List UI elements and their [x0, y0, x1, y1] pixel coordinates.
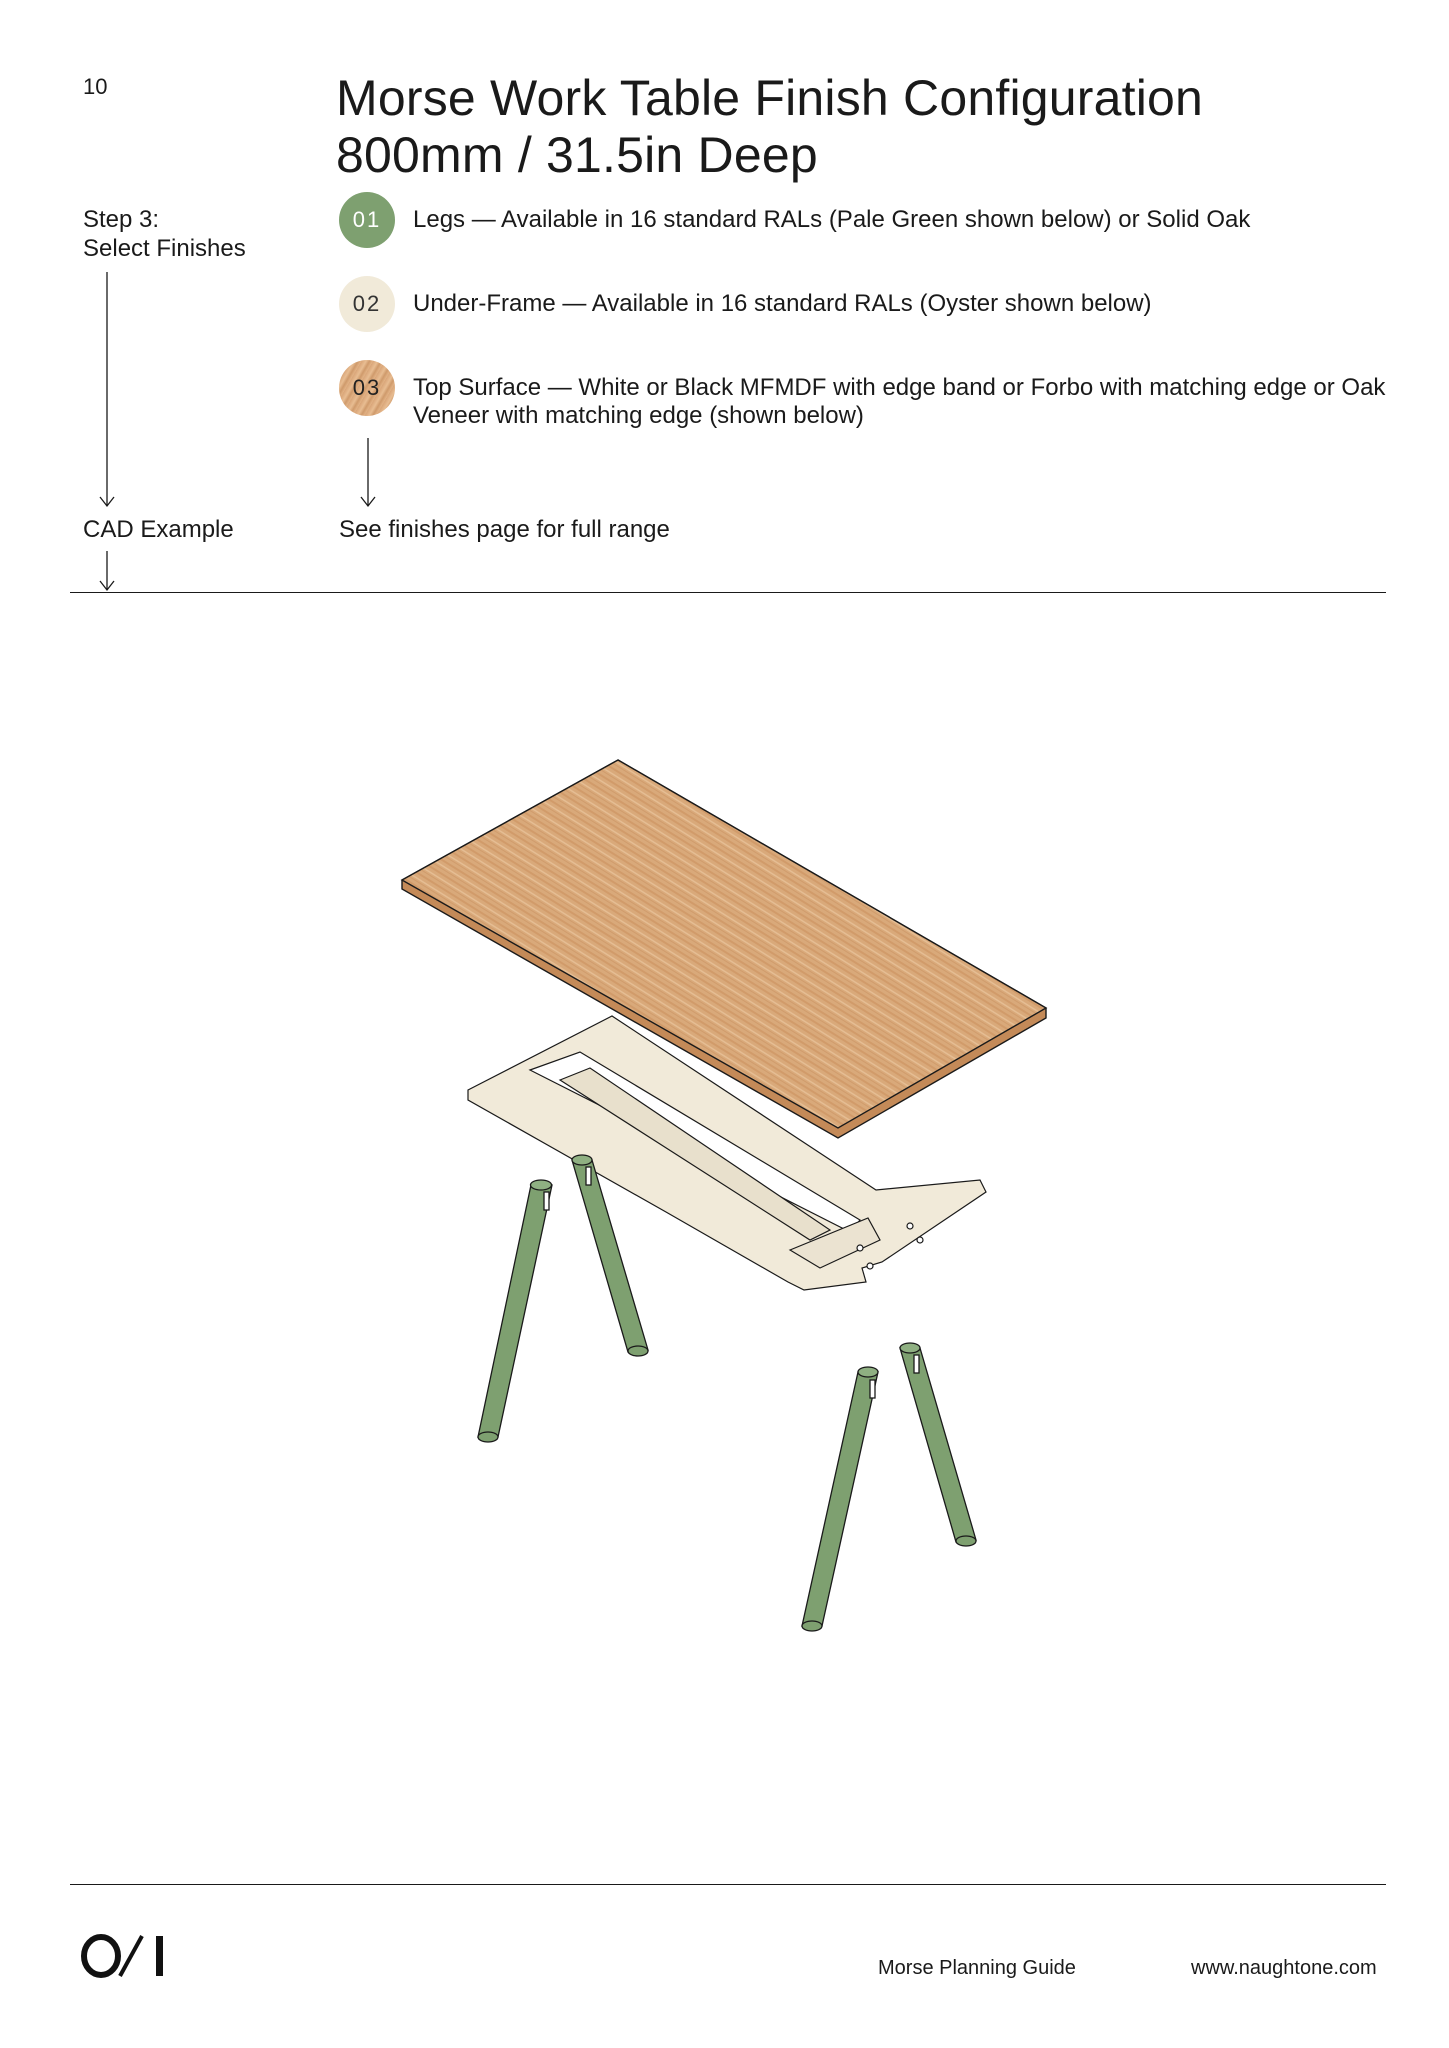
leg-back-right	[900, 1343, 976, 1546]
finish-badge-top-surface: 03	[339, 360, 395, 416]
footer-divider	[70, 1884, 1386, 1885]
flow-arrows	[0, 0, 1449, 600]
page-number: 10	[83, 74, 108, 99]
header-divider	[70, 592, 1386, 593]
finish-text-legs: Legs — Available in 16 standard RALs (Pale Green shown below) or Solid Oak	[413, 206, 1251, 233]
leg-front-left	[478, 1180, 552, 1442]
leg-front-right	[802, 1367, 878, 1631]
step-label-line-2: Select Finishes	[83, 235, 246, 262]
title-line-2: 800mm / 31.5in Deep	[336, 127, 818, 183]
arrow-down-icon	[100, 272, 114, 506]
finish-text-top-surface: Top Surface — White or Black MFMDF with edge band or Forbo with matching edge or Oak Veneer with matching edge (shown below)	[413, 374, 1386, 429]
cad-exploded-table-illustration	[0, 700, 1449, 1650]
see-finishes-link: See finishes page for full range	[339, 516, 670, 543]
cad-example-label: CAD Example	[83, 516, 234, 543]
arrow-down-icon	[100, 551, 114, 590]
step-label-line-1: Step 3:	[83, 206, 160, 233]
title-line-1: Morse Work Table Finish Configuration	[336, 70, 1204, 126]
arrow-down-icon	[361, 438, 375, 506]
finish-badge-legs: 01	[339, 192, 395, 248]
naughtone-logo	[80, 1932, 170, 1982]
finish-text-under-frame: Under-Frame — Available in 16 standard RALs (Oyster shown below)	[413, 290, 1152, 317]
footer-website-link[interactable]: www.naughtone.com	[1191, 1957, 1377, 1979]
finish-badge-under-frame: 02	[339, 276, 395, 332]
footer-guide-title: Morse Planning Guide	[878, 1957, 1076, 1979]
